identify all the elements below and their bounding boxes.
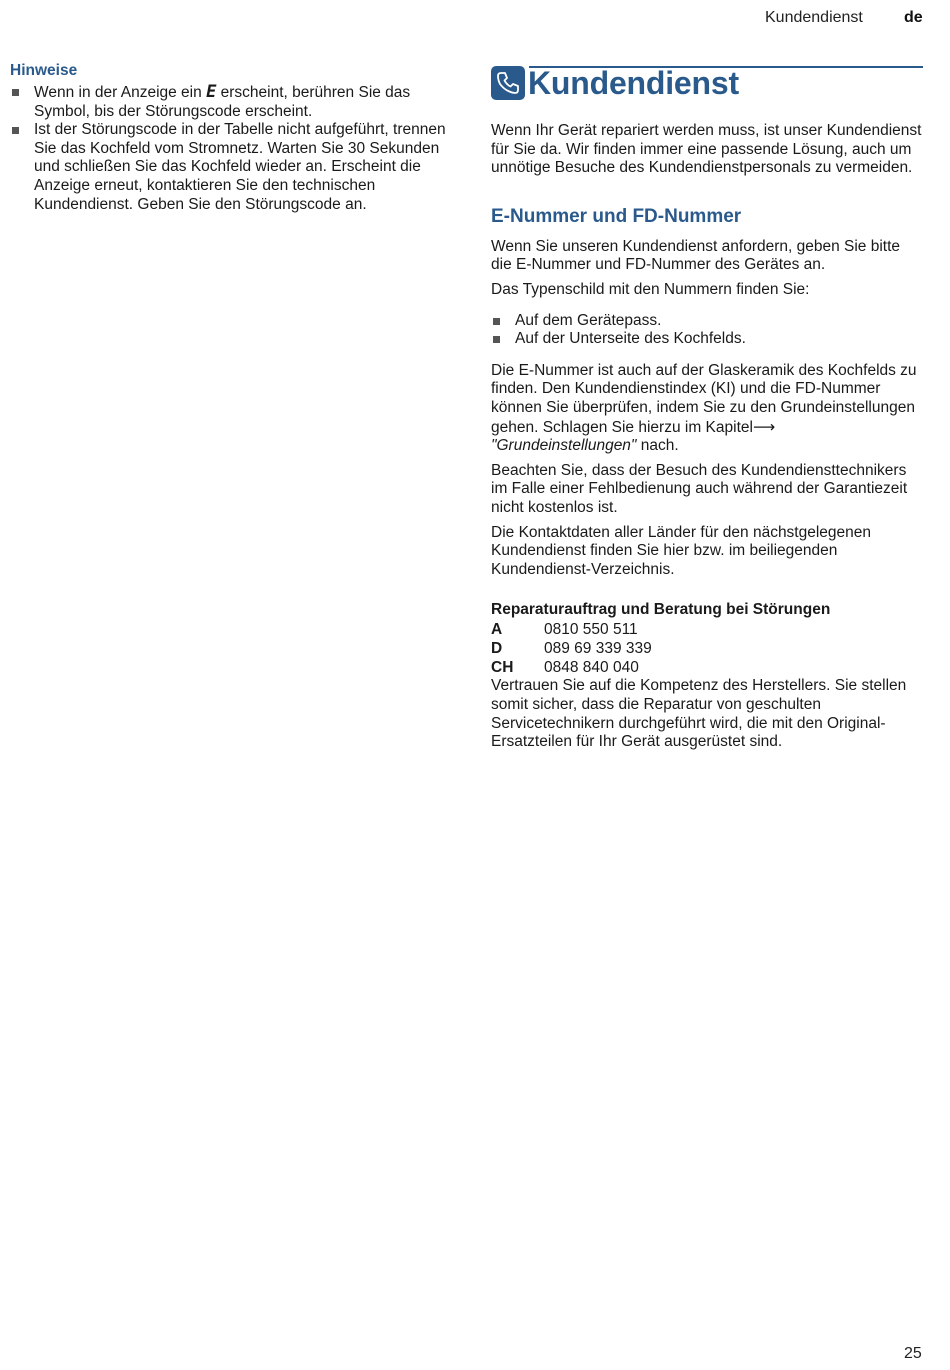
notes-list (10, 83, 450, 214)
chapter-reference-link[interactable]: "Grundeinstellungen" (491, 437, 637, 455)
contact-row (491, 620, 923, 639)
list-item: Auf der Unterseite des Kochfelds. (491, 330, 923, 349)
list-item: Ist der Störungscode in der Tabelle nicht aufgeführt, trennen Sie das Kochfeld vom Stromnetz. Warten Sie 30 Sekunden und schließen Sie das Kochfeld wieder an. Erscheint die Anzeige erneut, kontaktieren Sie den technischen Kundendienst. Geben Sie den Störungscode an. (10, 121, 450, 214)
closing-paragraph: Vertrauen Sie auf die Kompetenz des Herstellers. Sie stellen somit sicher, dass die Reparatur von geschulten Servicetechnikern durchgeführt wird, die mit den Original-Ersatzteilen für Ihr Gerät ausgerüstet sind. (491, 677, 907, 751)
contact-list (491, 620, 923, 678)
service-column (491, 62, 923, 758)
notes-item-text: erscheint, berühren Sie das Symbol, bis der Störungscode erscheint. (34, 84, 411, 120)
contact-row (491, 639, 923, 658)
subsection-heading: E-Nummer und FD-Nummer (491, 205, 742, 227)
contact-heading: Reparaturauftrag und Beratung bei Störungen (491, 601, 831, 619)
notes-heading: Hinweise (10, 62, 78, 79)
contact-row (491, 658, 923, 677)
intro-paragraph: Wenn Ihr Gerät repariert werden muss, ist unser Kundendienst für Sie da. Wir finden immer eine passende Lösung, auch um unnötige Besuche des Kundendienstpersonals zu vermeiden. (491, 122, 922, 177)
country-code: A (491, 620, 503, 638)
paragraph (491, 362, 923, 456)
section-title-row (491, 62, 923, 106)
country-code: CH (491, 659, 514, 677)
phone-number: 0848 840 040 (544, 659, 639, 677)
paragraph: Beachten Sie, dass der Besuch des Kundendiensttechnikers im Falle einer Fehlbedienung auch während der Garantiezeit nicht kostenlos ist. (491, 461, 908, 516)
typeplate-location-list (491, 312, 923, 349)
error-display-glyph: E (206, 82, 217, 102)
running-header-section: Kundendienst (765, 9, 863, 26)
running-header-language: de (904, 9, 923, 26)
page-title: Kundendienst (528, 65, 739, 101)
phone-number: 0810 550 511 (544, 620, 638, 638)
cross-reference-arrow-icon: ⟶ (752, 417, 776, 436)
phone-number: 089 69 339 339 (544, 640, 652, 658)
paragraph: Wenn Sie unseren Kundendienst anfordern, geben Sie bitte die E-Nummer und FD-Nummer des Gerätes an. (491, 237, 901, 274)
page-number: 25 (904, 1345, 922, 1362)
list-item (10, 83, 450, 121)
paragraph: Das Typenschild mit den Nummern finden Sie: (491, 280, 810, 298)
notes-item-text: Wenn in der Anzeige ein (34, 84, 207, 101)
paragraph-text: nach. (636, 437, 679, 455)
country-code: D (491, 640, 503, 658)
paragraph: Die Kontaktdaten aller Länder für den nächstgelegenen Kundendienst finden Sie hier bzw. im beiliegenden Kundendienst-Verzeichnis. (491, 523, 872, 578)
paragraph-text: Die E-Nummer ist auch auf der Glaskeramik des Kochfelds zu finden. Den Kundendienstindex (KI) und die FD-Nummer können Sie überprüfen, indem Sie zu den Grundeinstellungen gehen. Schlagen Sie hierzu im Kapitel (491, 361, 917, 436)
phone-icon (491, 66, 525, 100)
list-item: Auf dem Gerätepass. (491, 312, 923, 331)
notes-column (10, 62, 450, 214)
